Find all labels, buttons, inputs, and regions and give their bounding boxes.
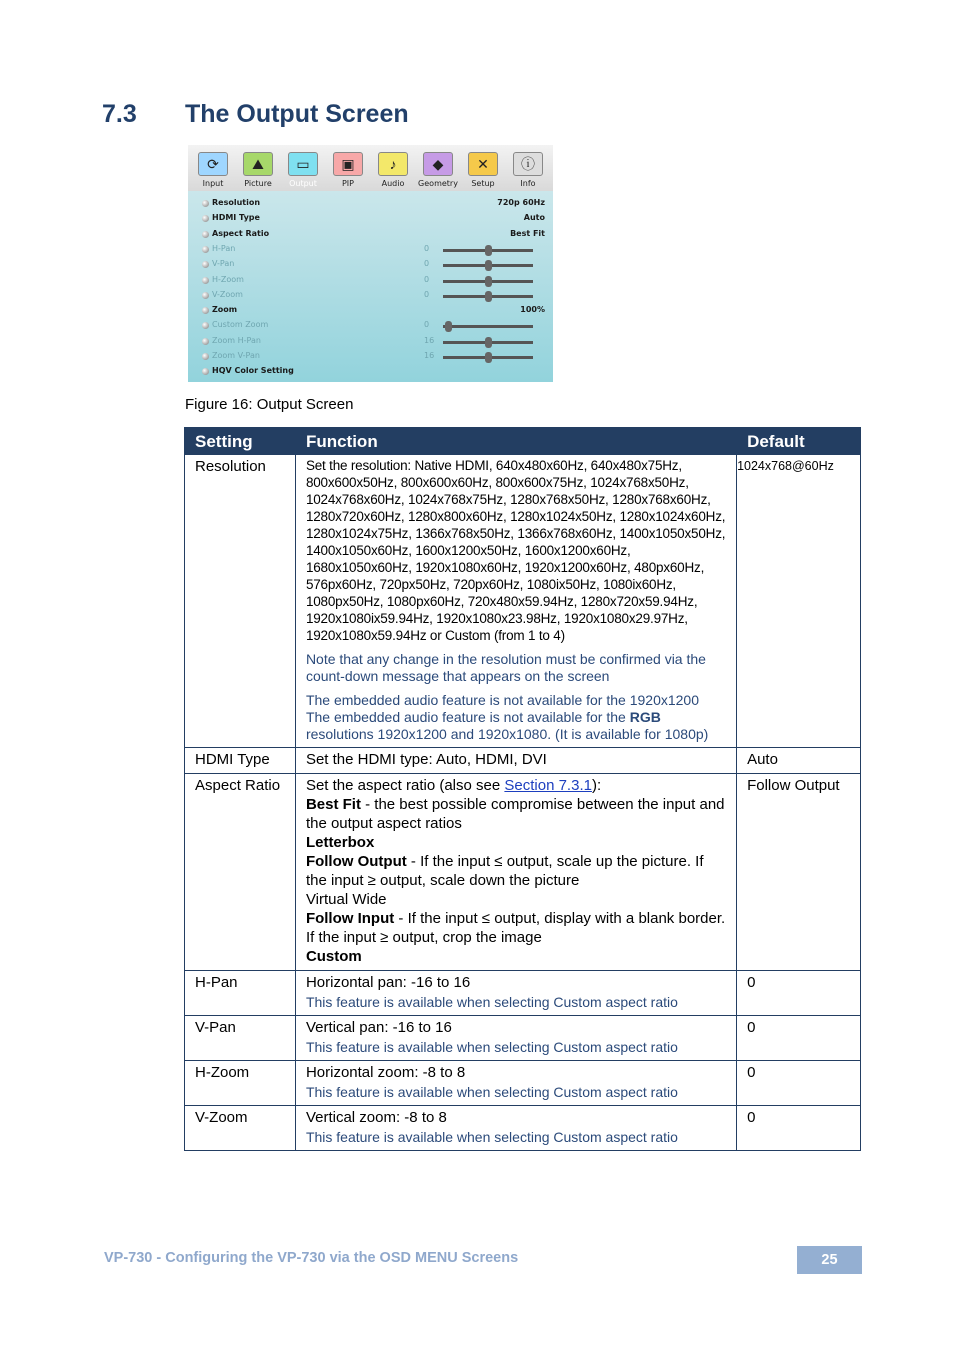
function-cell: [295, 971, 736, 1016]
follow-output-term: Follow Output: [305, 853, 407, 870]
header-function: Function: [295, 428, 736, 455]
audio-note-line2: The embedded audio feature is not available for the: [305, 709, 630, 725]
aspect-intro-end: ):: [591, 777, 602, 794]
default-cell: Follow Output: [737, 774, 861, 971]
osd-menu-item: [200, 275, 545, 289]
osd-menu-item: [200, 229, 545, 243]
osd-item-number: 16: [424, 335, 435, 345]
osd-item-number: 0: [424, 243, 430, 253]
default-cell: 0: [737, 1061, 861, 1106]
table-row-h-pan: [185, 971, 861, 1016]
osd-bullet-icon: [202, 261, 209, 268]
osd-item-number: 0: [424, 259, 430, 269]
audio-note: [306, 692, 726, 743]
osd-tab-setup: [463, 150, 503, 190]
osd-slider-knob: [485, 352, 492, 363]
osd-slider-knob: [485, 291, 492, 302]
osd-bullet-icon: [202, 353, 209, 360]
osd-menu-item: [200, 259, 545, 273]
osd-tab-bar: [188, 145, 553, 191]
osd-menu-item: [200, 336, 545, 350]
osd-item-label: Resolution: [212, 198, 261, 207]
osd-item-label: Zoom: [212, 305, 238, 315]
letterbox-term: Letterbox: [305, 834, 375, 851]
function-cell: Set the HDMI type: Auto, HDMI, DVI: [295, 748, 736, 774]
osd-menu-item: [200, 366, 545, 380]
osd-tab-label: PIP: [341, 179, 354, 188]
osd-slider-track: [443, 295, 533, 298]
table-row-aspect-ratio: [185, 774, 861, 971]
follow-input-term: Follow Input: [305, 910, 395, 927]
best-fit-desc: - the best possible compromise between the input and the output aspect ratios: [305, 796, 725, 832]
function-cell: [295, 1106, 736, 1151]
setting-cell: H-Zoom: [185, 1061, 296, 1106]
osd-tab-label: Audio: [381, 179, 405, 188]
osd-item-label: Zoom H-Pan: [212, 335, 261, 345]
resolution-note: Note that any change in the resolution must be confirmed via the count-down message that appears on the screen: [305, 651, 706, 684]
osd-item-label: HDMI Type: [212, 213, 260, 223]
osd-item-label: HQV Color Setting: [212, 366, 294, 376]
osd-slider-track: [443, 325, 533, 328]
setting-cell: V-Pan: [185, 1016, 296, 1061]
osd-item-value: 720p 60Hz: [497, 198, 545, 207]
function-text: Vertical pan: -16 to 16: [305, 1019, 452, 1036]
osd-tab-label: Info: [520, 179, 536, 188]
osd-item-value: Best Fit: [510, 228, 545, 238]
osd-item-value: 100%: [520, 305, 545, 315]
info-icon: ⓘ: [513, 152, 543, 176]
osd-slider-track: [443, 249, 533, 252]
custom-note: This feature is available when selecting Custom aspect ratio: [305, 994, 678, 1010]
setting-cell: HDMI Type: [185, 748, 296, 774]
osd-bullet-icon: [202, 231, 209, 238]
osd-tab-label: Setup: [471, 179, 495, 188]
table-row-h-zoom: [185, 1061, 861, 1106]
header-setting: Setting: [185, 428, 296, 455]
osd-item-number: 16: [424, 351, 435, 360]
osd-tab-geometry: [418, 150, 458, 190]
custom-note: This feature is available when selecting Custom aspect ratio: [305, 1129, 678, 1145]
osd-slider-knob: [485, 276, 492, 287]
custom-note: This feature is available when selecting Custom aspect ratio: [305, 1084, 678, 1100]
osd-slider-knob: [485, 245, 492, 256]
table-row-v-zoom: [185, 1106, 861, 1151]
header-default: Default: [737, 428, 861, 455]
function-cell: [295, 1016, 736, 1061]
osd-tab-label: Output: [289, 179, 317, 188]
osd-item-label: V-Pan: [212, 259, 235, 269]
osd-tab-audio: [373, 150, 413, 190]
function-cell: [295, 774, 736, 971]
input-icon: ⟳: [198, 152, 228, 176]
function-text: Horizontal pan: -16 to 16: [305, 974, 471, 991]
audio-note-line1: The embedded audio feature is not available for the 1920x1200: [305, 692, 699, 708]
osd-tab-pip: [328, 150, 368, 190]
osd-slider-track: [443, 280, 533, 283]
osd-menu-item: [200, 244, 545, 258]
osd-bullet-icon: [202, 292, 209, 299]
section-title: The Output Screen: [185, 100, 409, 128]
geometry-icon: ◆: [423, 152, 453, 176]
osd-bullet-icon: [202, 200, 209, 207]
setting-cell: V-Zoom: [185, 1106, 296, 1151]
osd-tab-output: [283, 150, 323, 190]
osd-item-number: 0: [424, 274, 430, 284]
table-row-v-pan: [185, 1016, 861, 1061]
resolution-list: Set the resolution: Native HDMI, 640x480x60Hz, 640x480x75Hz, 800x600x50Hz, 800x600x60Hz, 800x600x75Hz, 1024x768x50Hz, 1024x768x60Hz, 1024x768x75Hz, 1280x768x50Hz, 1280x768x60Hz, 1280x720x60Hz, 1280x800x60Hz, 1280x1024x50Hz, 1280x1024x60Hz, 1280x1024x75Hz, 1366x768x50Hz, 1366x768x60Hz, 1400x1050x50Hz, 1400x1050x60Hz, 1600x1200x50Hz, 1600x1200x60Hz, 1680x1050x60Hz, 1920x1080x60Hz, 1920x1200x60Hz, 480px60Hz, 576px60Hz, 720px50Hz, 720px60Hz, 1080ix50Hz, 1080ix60Hz, 1080px50Hz, 1080px60Hz, 720x480x59.94Hz, 1280x720x59.94Hz, 1920x1080ix59.94Hz, 1920x1080x23.98Hz, 1920x1080x29.97Hz, 1920x1080x59.94Hz or Custom (from 1 to 4): [305, 458, 726, 643]
osd-tab-label: Input: [202, 179, 224, 188]
default-cell: Auto: [737, 748, 861, 774]
output-icon: ▭: [288, 152, 318, 176]
figure-caption: Figure 16: Output Screen: [185, 396, 354, 413]
osd-menu-item: [200, 320, 545, 334]
function-cell: [295, 1061, 736, 1106]
osd-tab-label: Picture: [244, 179, 272, 188]
osd-menu-item: [200, 351, 545, 365]
function-cell: [295, 455, 736, 748]
osd-slider-knob: [445, 321, 452, 332]
osd-menu-item: [200, 305, 545, 319]
osd-item-label: V-Zoom: [212, 289, 243, 299]
osd-output-screenshot: [188, 145, 553, 382]
osd-item-label: H-Pan: [212, 243, 236, 253]
osd-item-number: 0: [424, 289, 430, 299]
picture-icon: ⛰: [243, 152, 273, 176]
section-7-3-1-link[interactable]: Section 7.3.1: [504, 777, 592, 794]
table-row-resolution: [185, 455, 861, 748]
osd-bullet-icon: [202, 338, 209, 345]
section-number: 7.3: [102, 100, 137, 128]
default-cell: 0: [737, 971, 861, 1016]
osd-item-label: H-Zoom: [212, 274, 244, 284]
osd-bullet-icon: [202, 277, 209, 284]
osd-bullet-icon: [202, 215, 209, 222]
osd-tab-input: [193, 150, 233, 190]
table-row-hdmi-type: [185, 748, 861, 774]
osd-slider-knob: [485, 337, 492, 348]
footer-text: VP-730 - Configuring the VP-730 via the OSD MENU Screens: [104, 1250, 519, 1266]
osd-menu-item: [200, 198, 545, 212]
osd-slider-track: [443, 264, 533, 267]
setting-cell: Aspect Ratio: [185, 774, 296, 971]
osd-tab-label: Geometry: [418, 179, 458, 188]
custom-term: Custom: [305, 948, 362, 965]
osd-bullet-icon: [202, 368, 209, 375]
page-number: 25: [797, 1246, 862, 1274]
default-cell: 0: [737, 1016, 861, 1061]
osd-item-label: Aspect Ratio: [212, 228, 270, 238]
table-header-row: [185, 428, 861, 455]
osd-bullet-icon: [202, 246, 209, 253]
pip-icon: ▣: [333, 152, 363, 176]
function-text: Horizontal zoom: -8 to 8: [305, 1064, 466, 1081]
osd-slider-track: [443, 356, 533, 359]
default-cell: 1024x768@60Hz: [737, 455, 861, 748]
osd-item-label: Zoom V-Pan: [212, 351, 260, 360]
audio-icon: ♪: [378, 152, 408, 176]
output-settings-table: [184, 427, 861, 1151]
function-text: Vertical zoom: -8 to 8: [305, 1109, 447, 1126]
osd-slider-track: [443, 341, 533, 344]
virtual-wide-term: Virtual Wide: [305, 891, 387, 908]
best-fit-term: Best Fit: [305, 796, 361, 813]
osd-item-number: 0: [424, 320, 430, 330]
osd-item-value: Auto: [523, 213, 545, 223]
default-cell: 0: [737, 1106, 861, 1151]
aspect-intro: Set the aspect ratio (also see: [305, 777, 505, 794]
osd-tab-picture: [238, 150, 278, 190]
osd-slider-knob: [485, 260, 492, 271]
follow-output-desc: - If the input ≤ output, scale up the picture. If the input ≥ output, scale down the picture: [305, 853, 704, 889]
osd-menu-item: [200, 290, 545, 304]
setup-icon: ✕: [468, 152, 498, 176]
follow-input-desc: - If the input ≤ output, display with a blank border. If the input ≥ output, crop the image: [305, 910, 726, 946]
setting-cell: Resolution: [185, 455, 296, 748]
osd-menu-item: [200, 213, 545, 227]
osd-item-label: Custom Zoom: [212, 320, 269, 330]
osd-bullet-icon: [202, 322, 209, 329]
osd-bullet-icon: [202, 307, 209, 314]
setting-cell: H-Pan: [185, 971, 296, 1016]
audio-note-line3: resolutions 1920x1200 and 1920x1080. (It is available for 1080p): [305, 726, 709, 742]
custom-note: This feature is available when selecting Custom aspect ratio: [305, 1039, 678, 1055]
osd-tab-info: [508, 150, 548, 190]
audio-note-rgb: RGB: [629, 709, 661, 725]
